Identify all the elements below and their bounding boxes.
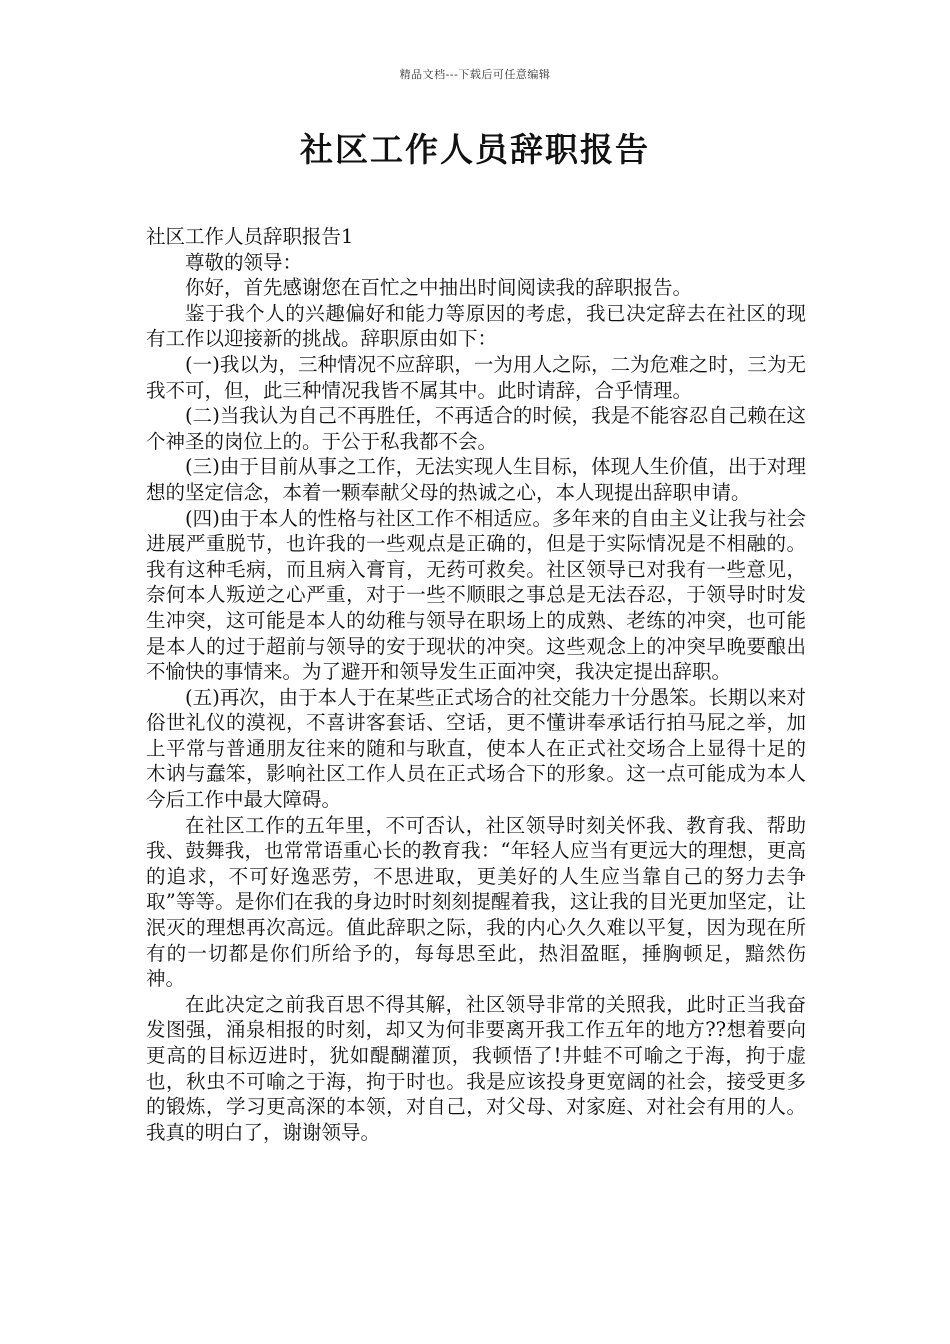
salutation: 尊敬的领导： (185, 250, 303, 274)
document-title: 社区工作人员辞职报告 (300, 130, 650, 169)
paragraph-reason-2: (二)当我认为自己不再胜任，不再适合的时候，我是不能容忍自己赖在这个神圣的岗位上的。于公于私我都不会。 (146, 404, 806, 453)
paragraph-reason-1: (一)我以为，三种情况不应辞职，一为用人之际，二为危难之时，三为无我不可，但，此三种情况我皆不属其中。此时请辞，合乎情理。 (146, 352, 806, 402)
report-subtitle: 社区工作人员辞职报告1 (146, 225, 354, 248)
document-body (146, 224, 806, 1145)
header-note: 精品文档---下载后可任意编辑 (399, 68, 551, 81)
paragraph-reason-5: (五)再次，由于本人于在某些正式场合的社交能力十分愚笨。长期以来对俗世礼仪的漠视，不喜讲客套话、空话，更不懂讲奉承话行拍马屁之举，加上平常与普通朋友往来的随和与耿直，使本人在正式社交场合上显得十足的木讷与蠢笨，影响社区工作人员在正式场合下的形象。这一点可能成为本人今后工作中最大障碍。 (146, 685, 806, 812)
paragraph-greeting: 你好，首先感谢您在百忙之中抽出时间阅读我的辞职报告。 (185, 276, 693, 300)
paragraph-reason-4: (四)由于本人的性格与社区工作不相适应。多年来的自由主义让我与社会进展严重脱节，也许我的一些观点是正确的，但是于实际情况是不相融的。我有这种毛病，而且病入膏肓，无药可救矣。社区领导已对我有一些意见，奈何本人叛逆之心严重，对于一些不顺眼之事总是无法吞忍，于领导时时发生冲突，这可能是本人的幼稚与领导在职场上的成熟、老练的冲突，也可能是本人的过于超前与领导的安于现状的冲突。这些观念上的冲突早晚要酿出不愉快的事情来。为了避开和领导发生正面冲突，我决定提出辞职。 (146, 506, 806, 684)
paragraph-reason-intro: 鉴于我个人的兴趣偏好和能力等原因的考虑，我已决定辞去在社区的现有工作以迎接新的挑战。辞职原由如下： (146, 301, 806, 351)
paragraph-gratitude: 在社区工作的五年里，不可否认，社区领导时刻关怀我、教育我、帮助我、鼓舞我，也常常语重心长的教育我：“年轻人应当有更远大的理想，更高的追求，不可好逸恶劳，不思进取，更美好的人生应当靠自己的努力去争取”等等。是你们在我的身边时时刻刻提醒着我，这让我的目光更加坚定，让泯灭的理想再次高远。值此辞职之际，我的内心久久难以平复，因为现在所有的一切都是你们所给予的，每每思至此，热泪盈眶，捶胸顿足，黯然伤神。 (146, 813, 806, 991)
paragraph-reason-3: (三)由于目前从事之工作，无法实现人生目标，体现人生价值，出于对理想的坚定信念，本着一颗奉献父母的热诚之心，本人现提出辞职申请。 (146, 455, 806, 504)
paragraph-conclusion: 在此决定之前我百思不得其解，社区领导非常的关照我，此时正当我奋发图强，涌泉相报的时刻，却又为何非要离开我工作五年的地方??想着要向更高的目标迈进时，犹如醍醐灌顶，我顿悟了!井蛙不可喻之于海，拘于虚也，秋虫不可喻之于海，拘于时也。我是应该投身更宽阔的社会，接受更多的锻炼，学习更高深的本领，对自己，对父母、对家庭、对社会有用的人。我真的明白了，谢谢领导。 (146, 992, 806, 1144)
